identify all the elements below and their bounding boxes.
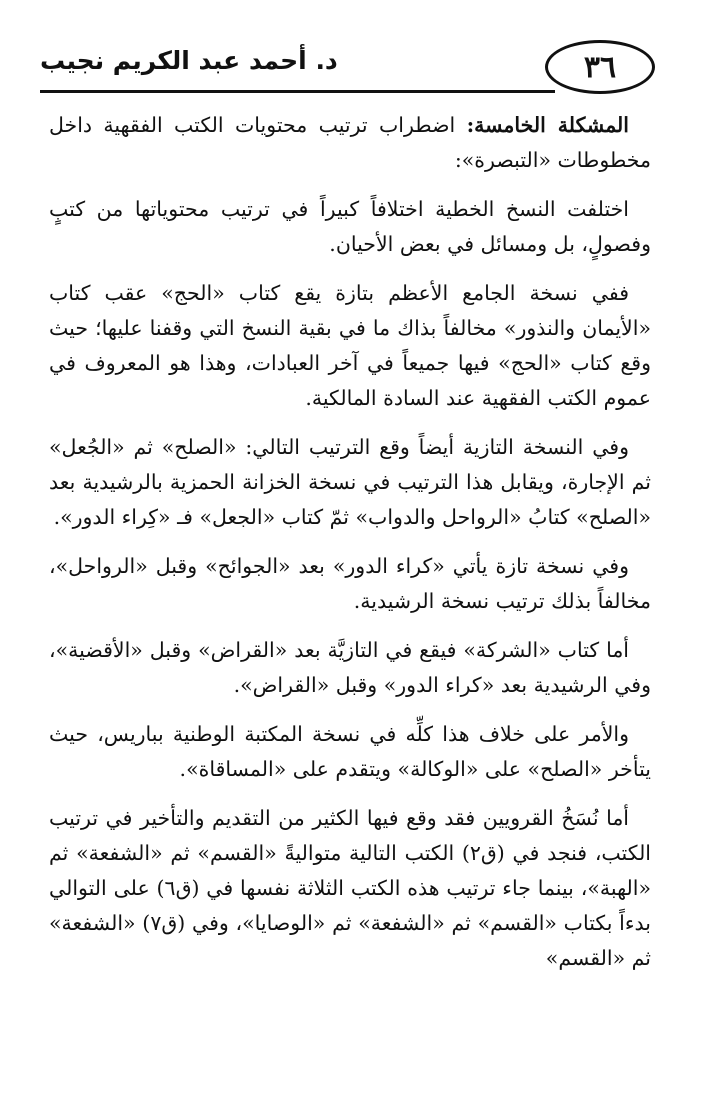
page-header — [40, 40, 655, 100]
paragraph — [49, 633, 651, 703]
paragraph — [49, 717, 651, 787]
paragraph — [49, 801, 651, 976]
paragraph — [49, 430, 651, 535]
author-name: د. أحمد عبد الكريم نجيب — [40, 46, 338, 75]
paragraph-text: أما كتاب «الشركة» فيقع في التازيَّة بعد «القراض» وقبل «الأقضية»، وفي الرشيدية بعد «كراء الدور» وقبل «القراض». — [49, 638, 651, 697]
paragraph-text: اضطراب ترتيب محتويات الكتب الفقهية داخل مخطوطات «التبصرة»: — [49, 113, 651, 172]
paragraph-text: أما نُسَخُ القرويين فقد وقع فيها الكثير من التقديم والتأخير في ترتيب الكتب، فنجد في (ق٢) الكتب التالية متواليةً «القسم» ثم «الشفعة» ثم «الهبة»، بينما جاء ترتيب هذه الكتب الثلاثة نفسها في (ق٦) على التوالي بدءاً بكتاب «القسم» ثم «الشفعة» ثم «الوصايا»، وفي (ق٧) «الشفعة» ثم «القسم» — [49, 806, 652, 970]
paragraph-text: ففي نسخة الجامع الأعظم بتازة يقع كتاب «الحج» عقب كتاب «الأيمان والنذور» مخالفاً بذاك ما في بقية النسخ التي وقفنا عليها؛ حيث وقع كتاب «الحج» فيها جميعاً في آخر العبادات، وهذا هو المعروف في عموم الكتب الفقهية عند السادة المالكية. — [49, 281, 651, 410]
paragraph — [49, 108, 651, 178]
paragraph — [49, 276, 651, 416]
paragraph — [49, 549, 651, 619]
page-body — [49, 108, 651, 990]
paragraph-text: وفي نسخة تازة يأتي «كراء الدور» بعد «الجوائح» وقبل «الرواحل»، مخالفاً بذلك ترتيب نسخة الرشيدية. — [49, 554, 651, 613]
page-number: ٣٦ — [545, 40, 655, 94]
paragraph-heading: المشكلة الخامسة: — [466, 113, 629, 137]
paragraph-text: والأمر على خلاف هذا كلِّه في نسخة المكتبة الوطنية بباريس، حيث يتأخر «الصلح» على «الوكالة» ويتقدم على «المساقاة». — [49, 722, 651, 781]
header-divider — [40, 90, 555, 93]
paragraph-text: وفي النسخة التازية أيضاً وقع الترتيب التالي: «الصلح» ثم «الجُعل» ثم الإجارة، ويقابل هذا الترتيب في نسخة الخزانة الحمزية بالرشيدية بعد «الصلح» كتابُ «الرواحل والدواب» ثمّ كتاب «الجعل» فـ «كِراء الدور». — [49, 435, 651, 529]
paragraph — [49, 192, 651, 262]
paragraph-text: اختلفت النسخ الخطية اختلافاً كبيراً في ترتيب محتوياتها من كتبٍ وفصولٍ، بل ومسائل في بعض الأحيان. — [49, 197, 651, 256]
